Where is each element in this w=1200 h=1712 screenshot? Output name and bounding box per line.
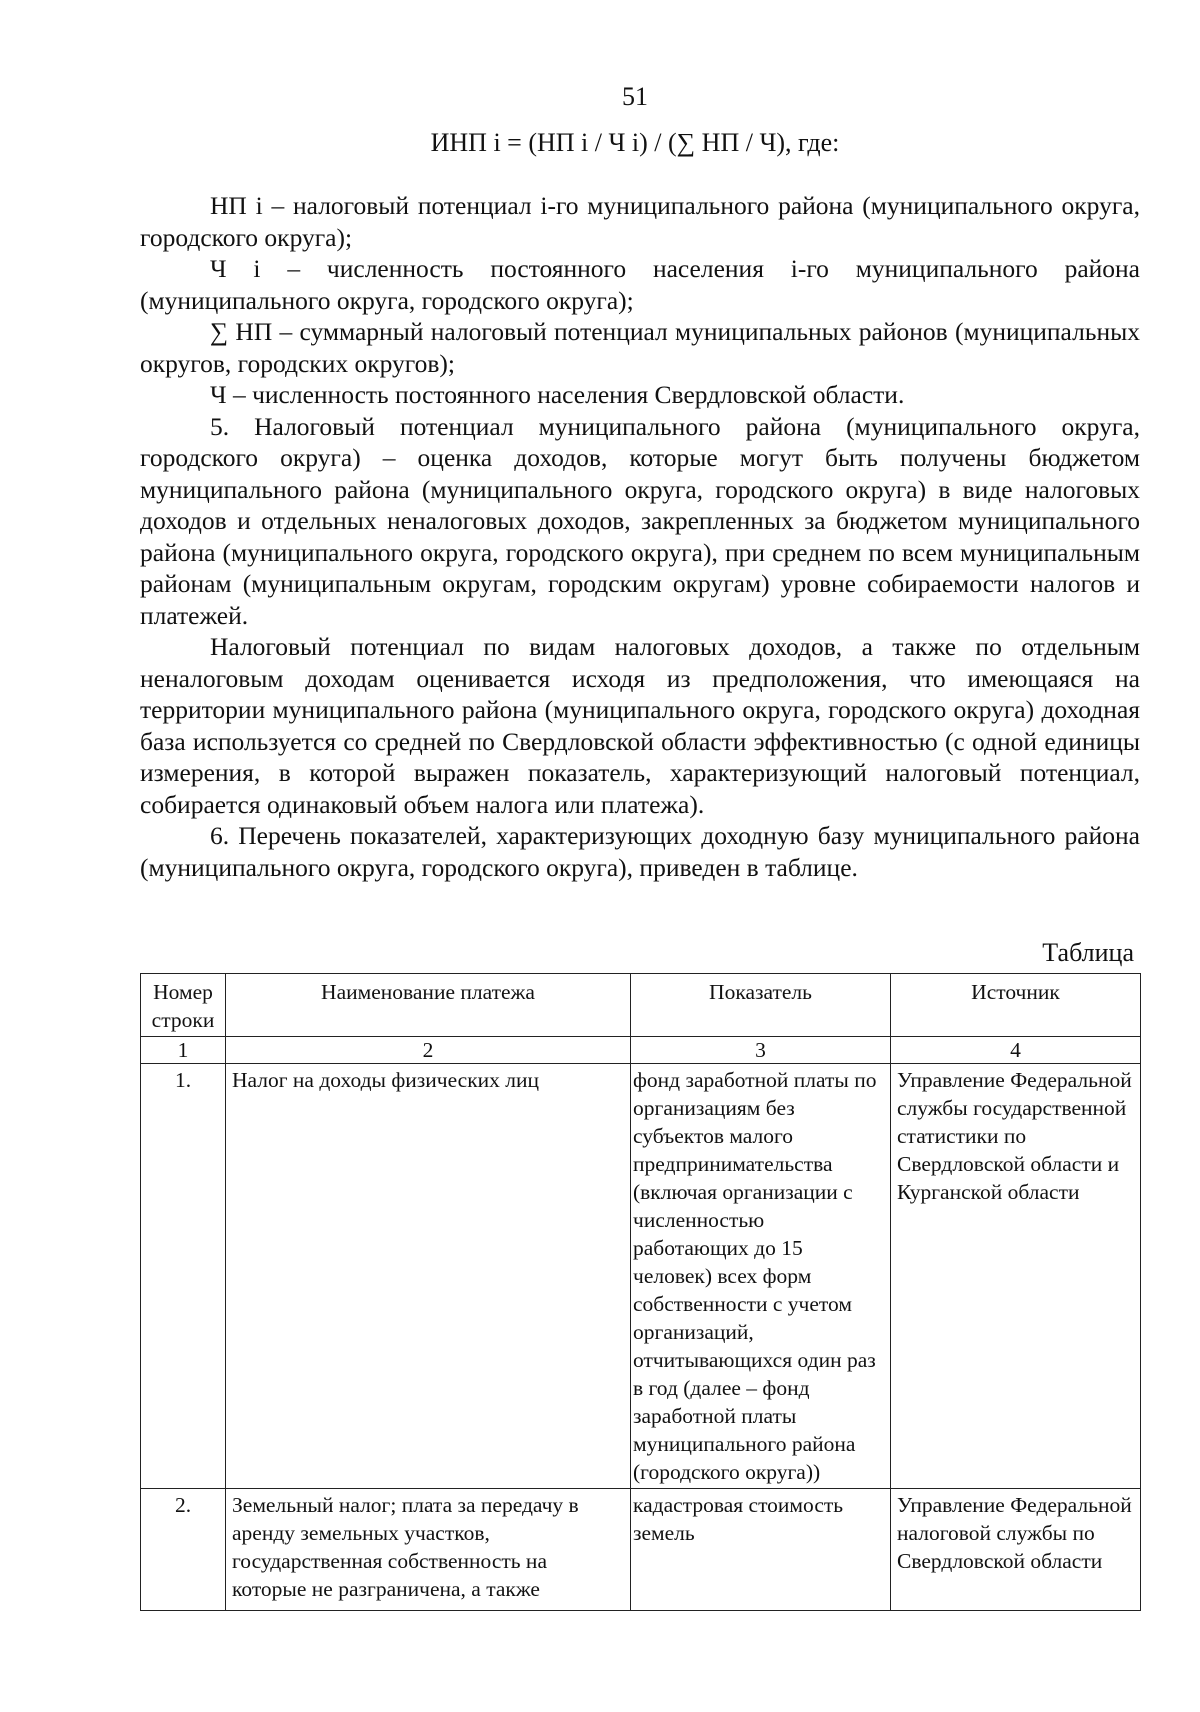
indicator: фонд заработной платы по организациям без субъектов малого предпринимательства (включая организации с численностью работающих до 15 человек) всех форм собственности с учетом организаций, отчитывающихся один раз в год (далее – фонд заработной платы муниципального района (городского округа)) [631,1064,891,1489]
column-number: 1 [141,1037,226,1064]
table-caption: Таблица [1042,938,1134,967]
column-number: 2 [226,1037,631,1064]
source: Управление Федеральной налоговой службы по Свердловской области [891,1489,1141,1611]
row-number: 2. [141,1489,226,1611]
table-row [141,1064,1141,1489]
column-number: 4 [891,1037,1141,1064]
source: Управление Федеральной службы государственной статистики по Свердловской области и Курганской области [891,1064,1141,1489]
row-number: 1. [141,1064,226,1489]
indicator: кадастровая стоимость земель [631,1489,891,1611]
paragraph-ch-definition: Ч – численность постоянного населения Свердловской области. [210,380,905,409]
paragraph-item-6: 6. Перечень показателей, характеризующих доходную базу муниципального района (муниципального округа, городского округа), приведен в таблице. [140,821,1140,882]
paragraph-sum-np-definition: ∑ НП – суммарный налоговый потенциал муниципальных районов (муниципальных округов, городских округов); [140,317,1140,378]
header-indicator: Показатель [631,974,891,1037]
header-row-number: Номер строки [141,974,226,1037]
payment-name: Земельный налог; плата за передачу в аренду земельных участков, государственная собственность на которые не разграничена, а также [226,1489,631,1611]
paragraph-np-definition: НП i – налоговый потенциал i-го муниципального района (муниципального округа, городского округа); [140,191,1140,252]
column-number-row [141,1037,1141,1064]
table-row [141,1489,1141,1611]
table-header-row [141,974,1141,1037]
header-payment-name: Наименование платежа [226,974,631,1037]
body-text [140,190,1140,883]
formula-line: ИНП i = (НП i / Ч i) / (∑ НП / Ч), где: [430,128,840,157]
payment-name: Налог на доходы физических лиц [226,1064,631,1489]
indicators-table [140,973,1141,1611]
paragraph-item-5: 5. Налоговый потенциал муниципального района (муниципального округа, городского округа) – оценка доходов, которые могут быть получены бюджетом муниципального района (муниципального округа, городского округа) в виде налоговых доходов и отдельных неналоговых доходов, закрепленных за бюджетом муниципального района (муниципального округа, городского округа), при среднем по всем муниципальным районам (муниципальным округам, городским округам) уровне собираемости налогов и платежей. [140,411,1140,630]
page-number: 51 [622,82,648,111]
header-source: Источник [891,974,1141,1037]
column-number: 3 [631,1037,891,1064]
paragraph-ch-i-definition: Ч i – численность постоянного населения i-го муниципального района (муниципального округа, городского округа); [140,254,1140,315]
paragraph-tax-potential: Налоговый потенциал по видам налоговых доходов, а также по отдельным неналоговым доходам оценивается исходя из предположения, что имеющаяся на территории муниципального района (муниципального округа, городского округа) доходная база используется со средней по Свердловской области эффективностью (с одной единицы измерения, в которой выражен показатель, характеризующий налоговый потенциал, собирается одинаковый объем налога или платежа). [140,632,1140,819]
